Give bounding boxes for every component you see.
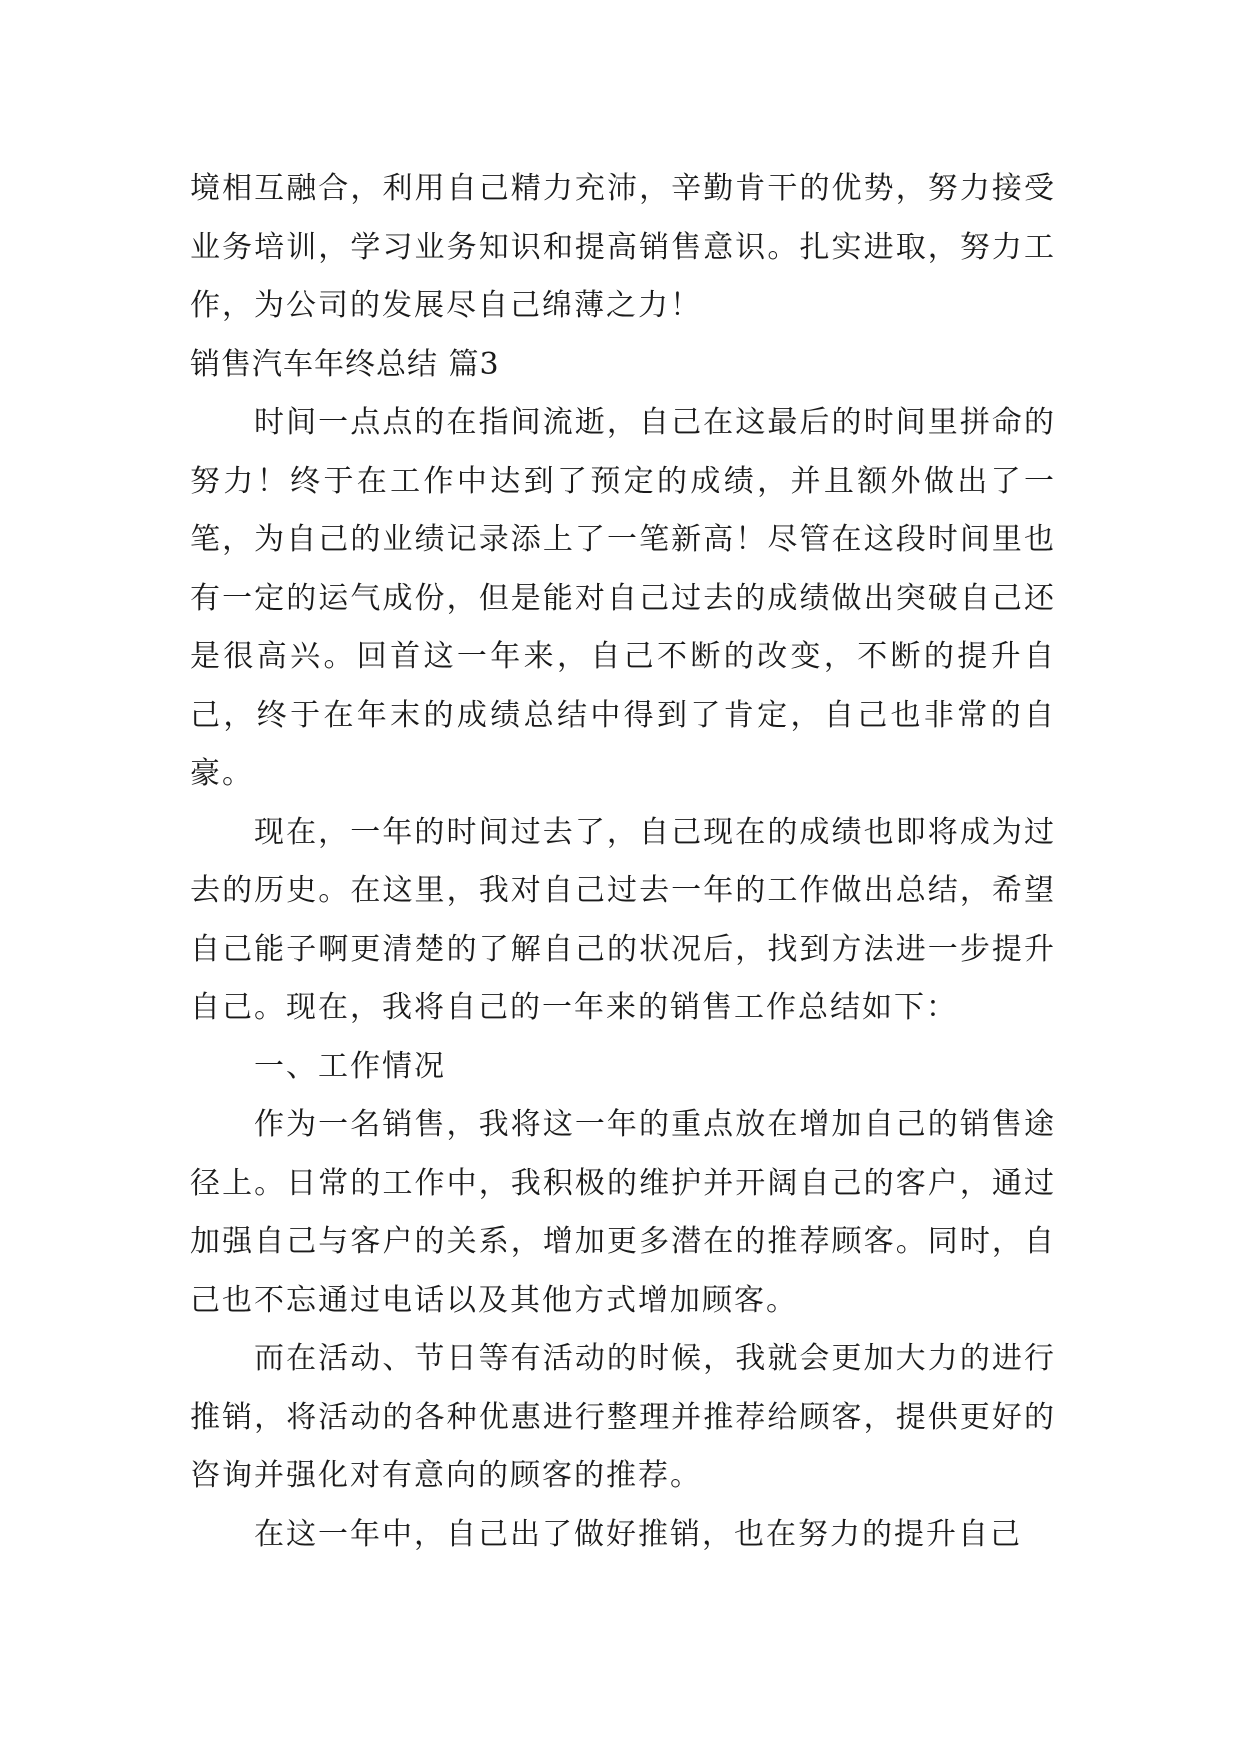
paragraph: 时间一点点的在指间流逝，自己在这最后的时间里拼命的努力！终于在工作中达到了预定的成绩，并且额外做出了一笔，为自己的业绩记录添上了一笔新高！尽管在这段时间里也有一定的运气成份，但是能对自己过去的成绩做出突破自己还是很高兴。回首这一年来，自己不断的改变，不断的提升自己，终于在年末的成绩总结中得到了肯定，自己也非常的自豪。 (190, 405, 1056, 791)
section-heading: 销售汽车年终总结 篇3 (190, 346, 500, 382)
paragraph: 作为一名销售，我将这一年的重点放在增加自己的销售途径上。日常的工作中，我积极的维护并开阔自己的客户，通过加强自己与客户的关系，增加更多潜在的推荐顾客。同时，自己也不忘通过电话以及其他方式增加顾客。 (190, 1107, 1056, 1318)
paragraph: 现在，一年的时间过去了，自己现在的成绩也即将成为过去的历史。在这里，我对自己过去一年的工作做出总结，希望自己能子啊更清楚的了解自己的状况后，找到方法进一步提升自己。现在，我将自己的一年来的销售工作总结如下： (190, 814, 1056, 1025)
subheading-work-status: 一、工作情况 (254, 1048, 446, 1084)
paragraph: 在这一年中，自己出了做好推销，也在努力的提升自己 (254, 1516, 1022, 1552)
paragraph-continuation: 境相互融合，利用自己精力充沛，辛勤肯干的优势，努力接受业务培训，学习业务知识和提高销售意识。扎实进取，努力工作，为公司的发展尽自己绵薄之力！ (190, 171, 1056, 323)
document-body (190, 160, 1056, 1564)
paragraph: 而在活动、节日等有活动的时候，我就会更加大力的进行推销，将活动的各种优惠进行整理并推荐给顾客，提供更好的咨询并强化对有意向的顾客的推荐。 (190, 1341, 1056, 1493)
